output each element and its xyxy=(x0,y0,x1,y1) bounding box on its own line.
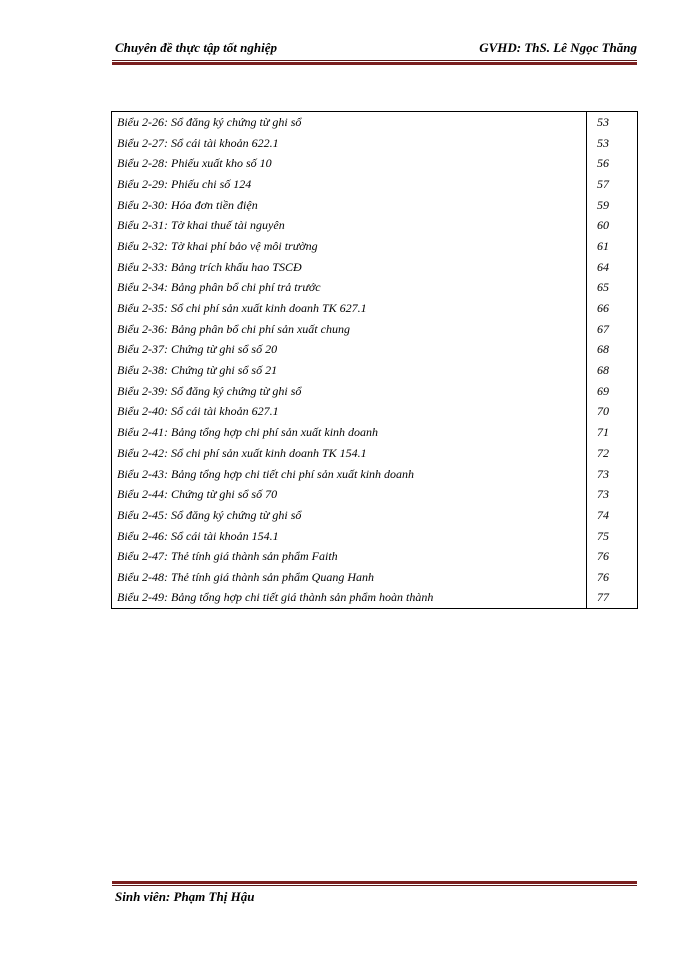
toc-entry-page: 72 xyxy=(587,443,638,464)
toc-entry-page: 61 xyxy=(587,236,638,257)
page-header xyxy=(115,40,637,60)
toc-entry-page: 69 xyxy=(587,380,638,401)
toc-entry-title: Biểu 2-30: Hóa đơn tiền điện xyxy=(112,194,587,215)
toc-row xyxy=(112,380,638,401)
toc-row xyxy=(112,505,638,526)
toc-entry-title: Biểu 2-48: Thẻ tính giá thành sản phẩm Quang Hanh xyxy=(112,567,587,588)
toc-row xyxy=(112,215,638,236)
toc-row xyxy=(112,236,638,257)
toc-entry-title: Biểu 2-38: Chứng từ ghi sổ số 21 xyxy=(112,360,587,381)
toc-entry-page: 59 xyxy=(587,194,638,215)
toc-table xyxy=(111,111,638,609)
toc-row xyxy=(112,256,638,277)
toc-row xyxy=(112,174,638,195)
toc-entry-page: 74 xyxy=(587,505,638,526)
toc-entry-title: Biểu 2-26: Sổ đăng ký chứng từ ghi sổ xyxy=(112,112,587,133)
toc-row xyxy=(112,298,638,319)
toc-row xyxy=(112,463,638,484)
toc-entry-title: Biểu 2-44: Chứng từ ghi sổ số 70 xyxy=(112,484,587,505)
toc-entry-title: Biểu 2-28: Phiếu xuất kho số 10 xyxy=(112,153,587,174)
toc-row xyxy=(112,525,638,546)
toc-entry-title: Biểu 2-37: Chứng từ ghi sổ số 20 xyxy=(112,339,587,360)
toc-entry-title: Biểu 2-45: Sổ đăng ký chứng từ ghi sổ xyxy=(112,505,587,526)
toc-row xyxy=(112,194,638,215)
toc-entry-page: 68 xyxy=(587,360,638,381)
toc-row xyxy=(112,546,638,567)
toc-entry-title: Biểu 2-29: Phiếu chi số 124 xyxy=(112,174,587,195)
toc-entry-page: 60 xyxy=(587,215,638,236)
toc-entry-title: Biểu 2-47: Thẻ tính giá thành sản phẩm Faith xyxy=(112,546,587,567)
toc-entry-title: Biểu 2-40: Sổ cái tài khoản 627.1 xyxy=(112,401,587,422)
toc-entry-title: Biểu 2-32: Tờ khai phí bảo vệ môi trường xyxy=(112,236,587,257)
toc-entry-page: 53 xyxy=(587,132,638,153)
toc-row xyxy=(112,112,638,133)
toc-entry-title: Biểu 2-34: Bảng phân bổ chi phí trả trước xyxy=(112,277,587,298)
header-supervisor: GVHD: ThS. Lê Ngọc Thăng xyxy=(479,40,637,55)
toc-entry-page: 71 xyxy=(587,422,638,443)
toc-entry-page: 73 xyxy=(587,463,638,484)
toc-entry-title: Biểu 2-43: Bảng tổng hợp chi tiết chi phí sản xuất kinh doanh xyxy=(112,463,587,484)
toc-entry-title: Biểu 2-42: Sổ chi phí sản xuất kinh doanh TK 154.1 xyxy=(112,443,587,464)
footer-student: Sinh viên: Phạm Thị Hậu xyxy=(115,889,255,904)
toc-row xyxy=(112,360,638,381)
toc-entry-title: Biểu 2-35: Sổ chi phí sản xuất kinh doanh TK 627.1 xyxy=(112,298,587,319)
toc-entry-page: 77 xyxy=(587,587,638,608)
toc-entry-title: Biểu 2-41: Bảng tổng hợp chi phí sản xuất kinh doanh xyxy=(112,422,587,443)
toc-entry-page: 57 xyxy=(587,174,638,195)
toc-row xyxy=(112,484,638,505)
toc-entry-page: 64 xyxy=(587,256,638,277)
toc-entry-page: 65 xyxy=(587,277,638,298)
toc-entry-page: 70 xyxy=(587,401,638,422)
toc-row xyxy=(112,153,638,174)
toc-entry-page: 68 xyxy=(587,339,638,360)
toc-entry-page: 67 xyxy=(587,318,638,339)
toc-body xyxy=(112,112,638,609)
footer-rule-thin xyxy=(112,885,637,886)
toc-row xyxy=(112,422,638,443)
toc-entry-title: Biểu 2-39: Sổ đăng ký chứng từ ghi sổ xyxy=(112,380,587,401)
toc-entry-title: Biểu 2-31: Tờ khai thuế tài nguyên xyxy=(112,215,587,236)
toc-row xyxy=(112,401,638,422)
toc-entry-title: Biểu 2-49: Bảng tổng hợp chi tiết giá thành sản phẩm hoàn thành xyxy=(112,587,587,608)
toc-entry-page: 75 xyxy=(587,525,638,546)
footer-rule-thick xyxy=(112,881,637,884)
toc-row xyxy=(112,443,638,464)
toc-row xyxy=(112,318,638,339)
toc-entry-page: 76 xyxy=(587,567,638,588)
header-rule-thin xyxy=(112,60,637,61)
toc-entry-title: Biểu 2-33: Bảng trích khấu hao TSCĐ xyxy=(112,256,587,277)
toc-entry-page: 56 xyxy=(587,153,638,174)
toc-entry-title: Biểu 2-27: Sổ cái tài khoản 622.1 xyxy=(112,132,587,153)
header-title: Chuyên đề thực tập tốt nghiệp xyxy=(115,40,277,55)
toc-row xyxy=(112,132,638,153)
toc-entry-title: Biểu 2-46: Sổ cái tài khoản 154.1 xyxy=(112,525,587,546)
toc-entry-page: 76 xyxy=(587,546,638,567)
toc-row xyxy=(112,587,638,608)
toc-entry-page: 73 xyxy=(587,484,638,505)
toc-entry-title: Biểu 2-36: Bảng phân bổ chi phí sản xuất chung xyxy=(112,318,587,339)
toc-row xyxy=(112,567,638,588)
header-rule-thick xyxy=(112,62,637,65)
toc-entry-page: 53 xyxy=(587,112,638,133)
toc-entry-page: 66 xyxy=(587,298,638,319)
toc-row xyxy=(112,277,638,298)
toc-row xyxy=(112,339,638,360)
